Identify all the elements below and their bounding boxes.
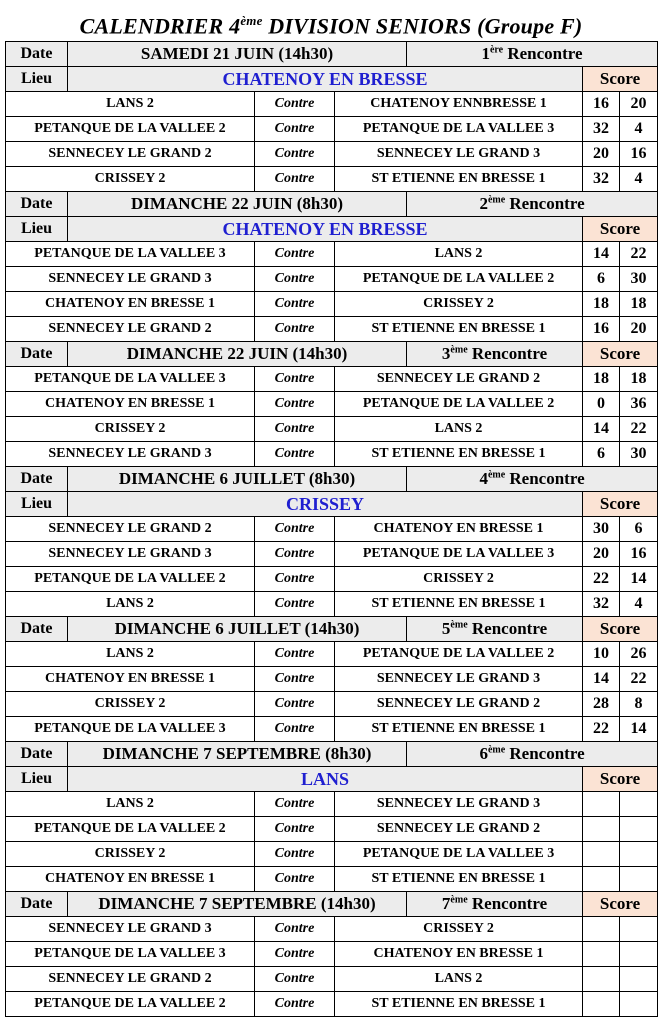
match-row bbox=[6, 292, 658, 317]
venue-label: Lieu bbox=[6, 767, 68, 792]
home-score: 14 bbox=[583, 417, 620, 442]
home-team: CHATENOY EN BRESSE 1 bbox=[6, 667, 255, 692]
home-score bbox=[583, 792, 620, 817]
round-number-suffix: ème bbox=[450, 619, 468, 631]
match-row bbox=[6, 117, 658, 142]
home-score bbox=[583, 917, 620, 942]
round-number bbox=[407, 342, 583, 367]
away-team: LANS 2 bbox=[335, 967, 583, 992]
away-score: 4 bbox=[620, 117, 658, 142]
title-suffix: DIVISION SENIORS (Groupe F) bbox=[262, 13, 583, 39]
versus-label: Contre bbox=[255, 367, 335, 392]
home-team: SENNECEY LE GRAND 2 bbox=[6, 142, 255, 167]
away-team: PETANQUE DE LA VALLEE 2 bbox=[335, 267, 583, 292]
away-team: CRISSEY 2 bbox=[335, 292, 583, 317]
away-score: 26 bbox=[620, 642, 658, 667]
home-team: PETANQUE DE LA VALLEE 2 bbox=[6, 567, 255, 592]
home-score: 20 bbox=[583, 142, 620, 167]
score-header: Score bbox=[583, 217, 658, 242]
home-score: 6 bbox=[583, 267, 620, 292]
match-row bbox=[6, 242, 658, 267]
away-score: 14 bbox=[620, 717, 658, 742]
date-label: Date bbox=[6, 192, 68, 217]
round-number-word: Rencontre bbox=[467, 344, 548, 363]
versus-label: Contre bbox=[255, 842, 335, 867]
venue-label: Lieu bbox=[6, 217, 68, 242]
away-team: ST ETIENNE EN BRESSE 1 bbox=[335, 317, 583, 342]
round-number-suffix: ème bbox=[450, 894, 468, 906]
home-team: LANS 2 bbox=[6, 792, 255, 817]
match-row bbox=[6, 642, 658, 667]
away-team: CHATENOY EN BRESSE 1 bbox=[335, 517, 583, 542]
versus-label: Contre bbox=[255, 717, 335, 742]
match-row bbox=[6, 567, 658, 592]
versus-label: Contre bbox=[255, 642, 335, 667]
away-team: CRISSEY 2 bbox=[335, 567, 583, 592]
round-number-digit: 7 bbox=[441, 894, 451, 913]
away-team: CHATENOY ENNBRESSE 1 bbox=[335, 92, 583, 117]
date-label: Date bbox=[6, 42, 68, 67]
away-team: CRISSEY 2 bbox=[335, 917, 583, 942]
home-score: 22 bbox=[583, 717, 620, 742]
round-venue-row bbox=[6, 217, 658, 242]
home-team: SENNECEY LE GRAND 2 bbox=[6, 317, 255, 342]
home-score: 32 bbox=[583, 592, 620, 617]
home-team: SENNECEY LE GRAND 3 bbox=[6, 917, 255, 942]
venue-name: LANS bbox=[68, 767, 583, 792]
round-date: DIMANCHE 22 JUIN (8h30) bbox=[68, 192, 407, 217]
score-header: Score bbox=[583, 617, 658, 642]
versus-label: Contre bbox=[255, 667, 335, 692]
home-score: 30 bbox=[583, 517, 620, 542]
round-number-word: Rencontre bbox=[505, 744, 585, 763]
home-score: 16 bbox=[583, 317, 620, 342]
away-team: ST ETIENNE EN BRESSE 1 bbox=[335, 442, 583, 467]
round-date: DIMANCHE 6 JUILLET (14h30) bbox=[68, 617, 407, 642]
away-score: 14 bbox=[620, 567, 658, 592]
home-team: SENNECEY LE GRAND 2 bbox=[6, 517, 255, 542]
home-team: PETANQUE DE LA VALLEE 3 bbox=[6, 242, 255, 267]
versus-label: Contre bbox=[255, 592, 335, 617]
home-score: 32 bbox=[583, 117, 620, 142]
venue-label: Lieu bbox=[6, 492, 68, 517]
away-score bbox=[620, 792, 658, 817]
round-number-word: Rencontre bbox=[467, 619, 548, 638]
versus-label: Contre bbox=[255, 242, 335, 267]
match-row bbox=[6, 592, 658, 617]
home-score: 28 bbox=[583, 692, 620, 717]
round-venue-row bbox=[6, 492, 658, 517]
round-date-row bbox=[6, 742, 658, 767]
round-date: DIMANCHE 22 JUIN (14h30) bbox=[68, 342, 407, 367]
round-number-word: Rencontre bbox=[467, 894, 548, 913]
home-team: CRISSEY 2 bbox=[6, 692, 255, 717]
away-score: 30 bbox=[620, 267, 658, 292]
round-number-digit: 6 bbox=[479, 744, 488, 763]
away-score: 6 bbox=[620, 517, 658, 542]
home-team: PETANQUE DE LA VALLEE 3 bbox=[6, 942, 255, 967]
away-team: LANS 2 bbox=[335, 242, 583, 267]
versus-label: Contre bbox=[255, 392, 335, 417]
round-number bbox=[407, 467, 658, 492]
match-row bbox=[6, 92, 658, 117]
away-team: PETANQUE DE LA VALLEE 3 bbox=[335, 542, 583, 567]
home-score: 14 bbox=[583, 242, 620, 267]
versus-label: Contre bbox=[255, 317, 335, 342]
match-row bbox=[6, 717, 658, 742]
home-score bbox=[583, 967, 620, 992]
round-date: SAMEDI 21 JUIN (14h30) bbox=[68, 42, 407, 67]
round-number-digit: 3 bbox=[441, 344, 451, 363]
away-team: SENNECEY LE GRAND 3 bbox=[335, 142, 583, 167]
match-row bbox=[6, 392, 658, 417]
home-score bbox=[583, 942, 620, 967]
round-date-row bbox=[6, 342, 658, 367]
versus-label: Contre bbox=[255, 292, 335, 317]
away-team: SENNECEY LE GRAND 3 bbox=[335, 792, 583, 817]
home-team: SENNECEY LE GRAND 2 bbox=[6, 967, 255, 992]
date-label: Date bbox=[6, 342, 68, 367]
home-score bbox=[583, 817, 620, 842]
match-row bbox=[6, 542, 658, 567]
home-score: 16 bbox=[583, 92, 620, 117]
away-score: 20 bbox=[620, 317, 658, 342]
home-team: PETANQUE DE LA VALLEE 2 bbox=[6, 117, 255, 142]
match-row bbox=[6, 942, 658, 967]
home-team: PETANQUE DE LA VALLEE 2 bbox=[6, 992, 255, 1017]
match-row bbox=[6, 517, 658, 542]
match-row bbox=[6, 267, 658, 292]
away-team: SENNECEY LE GRAND 2 bbox=[335, 817, 583, 842]
away-score: 22 bbox=[620, 417, 658, 442]
match-row bbox=[6, 142, 658, 167]
versus-label: Contre bbox=[255, 442, 335, 467]
home-team: LANS 2 bbox=[6, 592, 255, 617]
home-team: PETANQUE DE LA VALLEE 3 bbox=[6, 367, 255, 392]
home-score: 10 bbox=[583, 642, 620, 667]
away-score: 16 bbox=[620, 542, 658, 567]
score-header: Score bbox=[583, 67, 658, 92]
away-team: PETANQUE DE LA VALLEE 3 bbox=[335, 842, 583, 867]
away-team: SENNECEY LE GRAND 3 bbox=[335, 667, 583, 692]
date-label: Date bbox=[6, 892, 68, 917]
round-number-digit: 2 bbox=[479, 194, 488, 213]
match-row bbox=[6, 317, 658, 342]
away-team: PETANQUE DE LA VALLEE 2 bbox=[335, 392, 583, 417]
match-row bbox=[6, 867, 658, 892]
round-number-suffix: ère bbox=[489, 44, 504, 56]
round-number-digit: 4 bbox=[479, 469, 488, 488]
away-team: PETANQUE DE LA VALLEE 2 bbox=[335, 642, 583, 667]
home-score bbox=[583, 867, 620, 892]
away-team: ST ETIENNE EN BRESSE 1 bbox=[335, 167, 583, 192]
page-title bbox=[0, 6, 662, 41]
away-score bbox=[620, 867, 658, 892]
home-score: 18 bbox=[583, 292, 620, 317]
away-score: 20 bbox=[620, 92, 658, 117]
versus-label: Contre bbox=[255, 692, 335, 717]
away-score: 30 bbox=[620, 442, 658, 467]
away-team: SENNECEY LE GRAND 2 bbox=[335, 367, 583, 392]
match-row bbox=[6, 792, 658, 817]
versus-label: Contre bbox=[255, 267, 335, 292]
versus-label: Contre bbox=[255, 117, 335, 142]
venue-name: CHATENOY EN BRESSE bbox=[68, 217, 583, 242]
match-row bbox=[6, 967, 658, 992]
round-date-row bbox=[6, 192, 658, 217]
away-team: LANS 2 bbox=[335, 417, 583, 442]
away-score bbox=[620, 817, 658, 842]
round-date: DIMANCHE 6 JUILLET (8h30) bbox=[68, 467, 407, 492]
round-date-row bbox=[6, 617, 658, 642]
date-label: Date bbox=[6, 617, 68, 642]
away-score bbox=[620, 967, 658, 992]
round-number-suffix: ème bbox=[450, 344, 468, 356]
versus-label: Contre bbox=[255, 92, 335, 117]
home-score: 0 bbox=[583, 392, 620, 417]
round-number-digit: 1 bbox=[481, 44, 490, 63]
round-venue-row bbox=[6, 67, 658, 92]
away-score bbox=[620, 842, 658, 867]
round-number-digit: 5 bbox=[441, 619, 451, 638]
round-number bbox=[407, 892, 583, 917]
score-header: Score bbox=[583, 767, 658, 792]
away-score: 22 bbox=[620, 667, 658, 692]
away-team: SENNECEY LE GRAND 2 bbox=[335, 692, 583, 717]
away-score: 4 bbox=[620, 167, 658, 192]
round-number-suffix: ème bbox=[487, 744, 506, 756]
versus-label: Contre bbox=[255, 992, 335, 1017]
match-row bbox=[6, 417, 658, 442]
venue-name: CHATENOY EN BRESSE bbox=[68, 67, 583, 92]
versus-label: Contre bbox=[255, 417, 335, 442]
round-number-suffix: ème bbox=[487, 194, 506, 206]
round-date-row bbox=[6, 467, 658, 492]
home-team: CRISSEY 2 bbox=[6, 167, 255, 192]
round-number-suffix: ème bbox=[487, 469, 506, 481]
home-team: SENNECEY LE GRAND 3 bbox=[6, 267, 255, 292]
versus-label: Contre bbox=[255, 817, 335, 842]
home-team: CHATENOY EN BRESSE 1 bbox=[6, 867, 255, 892]
versus-label: Contre bbox=[255, 792, 335, 817]
home-score bbox=[583, 842, 620, 867]
versus-label: Contre bbox=[255, 142, 335, 167]
round-number-word: Rencontre bbox=[505, 194, 585, 213]
versus-label: Contre bbox=[255, 917, 335, 942]
versus-label: Contre bbox=[255, 967, 335, 992]
home-team: PETANQUE DE LA VALLEE 2 bbox=[6, 817, 255, 842]
versus-label: Contre bbox=[255, 867, 335, 892]
schedule-body bbox=[6, 42, 658, 1017]
versus-label: Contre bbox=[255, 167, 335, 192]
round-number-word: Rencontre bbox=[503, 44, 583, 63]
round-number-word: Rencontre bbox=[505, 469, 585, 488]
away-team: ST ETIENNE EN BRESSE 1 bbox=[335, 717, 583, 742]
round-date-row bbox=[6, 42, 658, 67]
schedule-table bbox=[5, 41, 658, 1017]
match-row bbox=[6, 442, 658, 467]
round-number bbox=[407, 742, 658, 767]
away-score bbox=[620, 992, 658, 1017]
round-number bbox=[407, 617, 583, 642]
away-score bbox=[620, 942, 658, 967]
away-score: 18 bbox=[620, 292, 658, 317]
away-team: PETANQUE DE LA VALLEE 3 bbox=[335, 117, 583, 142]
home-team: SENNECEY LE GRAND 3 bbox=[6, 442, 255, 467]
title-superscript: ème bbox=[240, 13, 263, 28]
home-team: CRISSEY 2 bbox=[6, 417, 255, 442]
score-header: Score bbox=[583, 342, 658, 367]
match-row bbox=[6, 667, 658, 692]
away-score: 8 bbox=[620, 692, 658, 717]
home-score: 18 bbox=[583, 367, 620, 392]
match-row bbox=[6, 917, 658, 942]
home-team: PETANQUE DE LA VALLEE 3 bbox=[6, 717, 255, 742]
home-team: LANS 2 bbox=[6, 92, 255, 117]
date-label: Date bbox=[6, 467, 68, 492]
versus-label: Contre bbox=[255, 517, 335, 542]
home-score bbox=[583, 992, 620, 1017]
score-header: Score bbox=[583, 492, 658, 517]
away-score bbox=[620, 917, 658, 942]
away-score: 18 bbox=[620, 367, 658, 392]
away-score: 22 bbox=[620, 242, 658, 267]
away-score: 16 bbox=[620, 142, 658, 167]
away-team: CHATENOY EN BRESSE 1 bbox=[335, 942, 583, 967]
away-score: 4 bbox=[620, 592, 658, 617]
venue-label: Lieu bbox=[6, 67, 68, 92]
home-team: CHATENOY EN BRESSE 1 bbox=[6, 292, 255, 317]
home-team: SENNECEY LE GRAND 3 bbox=[6, 542, 255, 567]
away-team: ST ETIENNE EN BRESSE 1 bbox=[335, 867, 583, 892]
title-prefix: CALENDRIER 4 bbox=[79, 13, 241, 39]
versus-label: Contre bbox=[255, 567, 335, 592]
round-number bbox=[407, 42, 658, 67]
versus-label: Contre bbox=[255, 942, 335, 967]
match-row bbox=[6, 992, 658, 1017]
home-score: 14 bbox=[583, 667, 620, 692]
home-team: LANS 2 bbox=[6, 642, 255, 667]
round-date: DIMANCHE 7 SEPTEMBRE (8h30) bbox=[68, 742, 407, 767]
match-row bbox=[6, 842, 658, 867]
away-score: 36 bbox=[620, 392, 658, 417]
round-date-row bbox=[6, 892, 658, 917]
round-date: DIMANCHE 7 SEPTEMBRE (14h30) bbox=[68, 892, 407, 917]
venue-name: CRISSEY bbox=[68, 492, 583, 517]
date-label: Date bbox=[6, 742, 68, 767]
home-score: 22 bbox=[583, 567, 620, 592]
home-score: 32 bbox=[583, 167, 620, 192]
match-row bbox=[6, 167, 658, 192]
home-team: CHATENOY EN BRESSE 1 bbox=[6, 392, 255, 417]
score-header: Score bbox=[583, 892, 658, 917]
away-team: ST ETIENNE EN BRESSE 1 bbox=[335, 992, 583, 1017]
home-score: 6 bbox=[583, 442, 620, 467]
match-row bbox=[6, 367, 658, 392]
versus-label: Contre bbox=[255, 542, 335, 567]
away-team: ST ETIENNE EN BRESSE 1 bbox=[335, 592, 583, 617]
match-row bbox=[6, 692, 658, 717]
round-number bbox=[407, 192, 658, 217]
home-team: CRISSEY 2 bbox=[6, 842, 255, 867]
home-score: 20 bbox=[583, 542, 620, 567]
match-row bbox=[6, 817, 658, 842]
round-venue-row bbox=[6, 767, 658, 792]
